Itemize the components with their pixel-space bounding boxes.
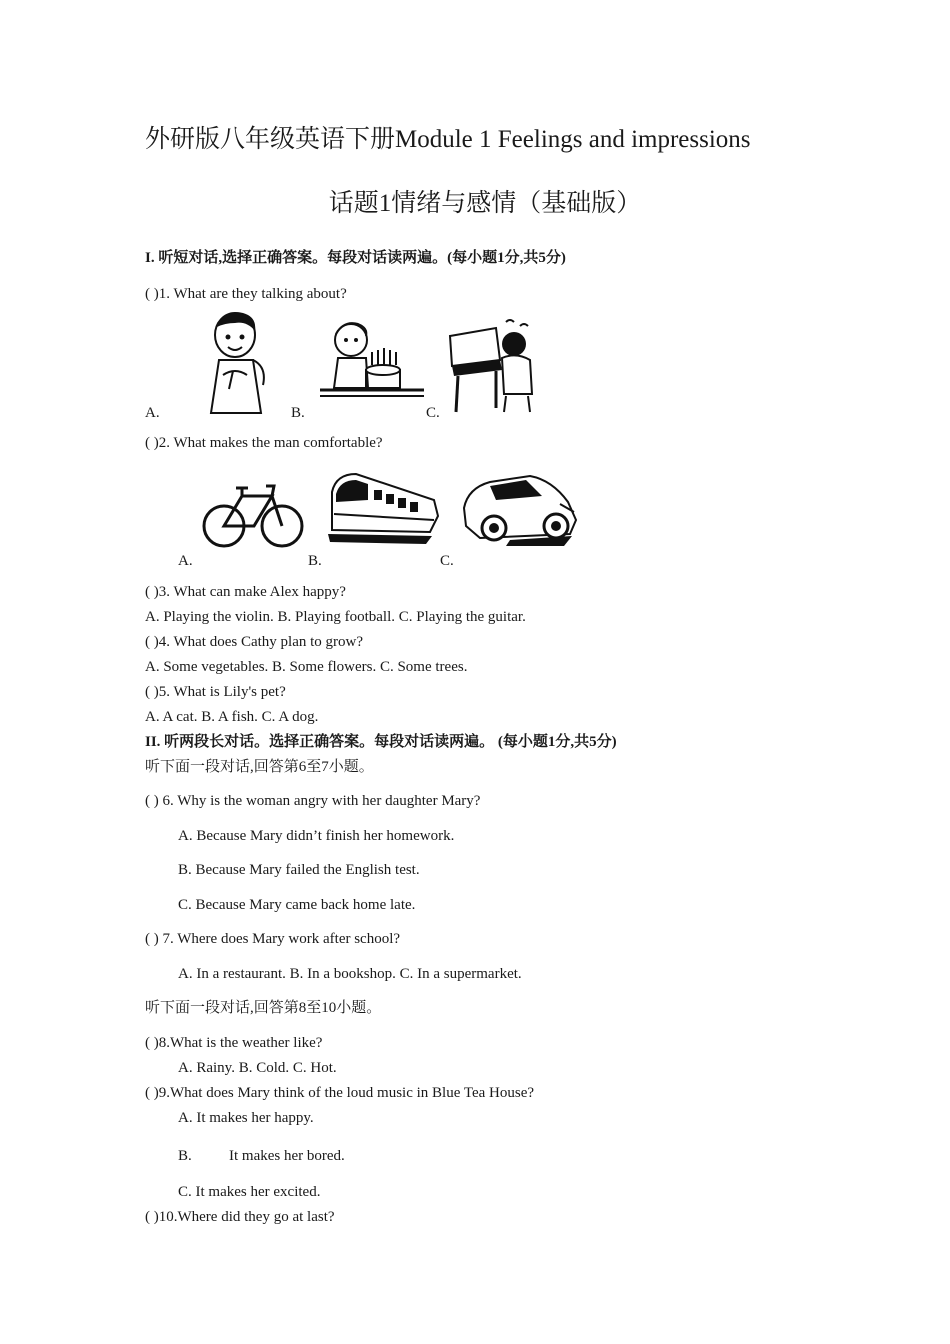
- section-2-heading: II. 听两段长对话。选择正确答案。每段对话读两遍。 (每小题1分,共5分): [145, 734, 617, 750]
- dialogue-1-intro: 听下面一段对话,回答第6至7小题。: [145, 759, 374, 775]
- boy-writing-picture: [195, 305, 275, 415]
- question-4-stem: ( )4. What does Cathy plan to grow?: [145, 634, 364, 650]
- question-6-option-b: B. Because Mary failed the English test.: [178, 862, 420, 878]
- q2-option-b-label: B.: [308, 553, 322, 569]
- question-9-option-b-text: It makes her bored.: [229, 1148, 345, 1164]
- dialogue-2-intro: 听下面一段对话,回答第8至10小题。: [145, 1000, 382, 1016]
- question-9-stem: ( )9.What does Mary think of the loud music in Blue Tea House?: [145, 1085, 535, 1101]
- q1-option-a-label: A.: [145, 405, 160, 421]
- question-9-option-b-letter: B.: [178, 1148, 192, 1164]
- page-title: 外研版八年级英语下册Module 1 Feelings and impressions: [145, 126, 751, 153]
- question-10-stem: ( )10.Where did they go at last?: [145, 1209, 335, 1225]
- sports-car-picture: [460, 468, 580, 548]
- question-6-option-c: C. Because Mary came back home late.: [178, 897, 416, 913]
- question-6-stem: ( ) 6. Why is the woman angry with her daughter Mary?: [145, 793, 481, 809]
- page-subtitle: 话题1情绪与感情（基础版）: [328, 190, 642, 217]
- train-picture: [322, 470, 440, 546]
- girl-playing-piano-picture: [444, 316, 544, 416]
- question-4-options: A. Some vegetables. B. Some flowers. C. Some trees.: [145, 659, 468, 675]
- birthday-cake-picture: [316, 318, 426, 400]
- bicycle-picture: [202, 480, 304, 550]
- question-7-options: A. In a restaurant. B. In a bookshop. C. In a supermarket.: [178, 966, 522, 982]
- question-2-stem: ( )2. What makes the man comfortable?: [145, 435, 383, 451]
- question-9-option-c: C. It makes her excited.: [178, 1184, 321, 1200]
- question-8-options: A. Rainy. B. Cold. C. Hot.: [178, 1060, 337, 1076]
- q2-option-a-label: A.: [178, 553, 193, 569]
- q2-option-c-label: C.: [440, 553, 454, 569]
- q1-option-c-label: C.: [426, 405, 440, 421]
- question-5-stem: ( )5. What is Lily's pet?: [145, 684, 286, 700]
- question-7-stem: ( ) 7. Where does Mary work after school?: [145, 931, 401, 947]
- question-3-options: A. Playing the violin. B. Playing football. C. Playing the guitar.: [145, 609, 526, 625]
- question-1-stem: ( )1. What are they talking about?: [145, 286, 347, 302]
- question-6-option-a: A. Because Mary didn’t finish her homework.: [178, 828, 455, 844]
- section-1-heading: I. 听短对话,选择正确答案。每段对话读两遍。(每小题1分,共5分): [145, 250, 566, 266]
- q1-option-b-label: B.: [291, 405, 305, 421]
- question-3-stem: ( )3. What can make Alex happy?: [145, 584, 346, 600]
- question-8-stem: ( )8.What is the weather like?: [145, 1035, 323, 1051]
- question-9-option-a: A. It makes her happy.: [178, 1110, 314, 1126]
- question-5-options: A. A cat. B. A fish. C. A dog.: [145, 709, 319, 725]
